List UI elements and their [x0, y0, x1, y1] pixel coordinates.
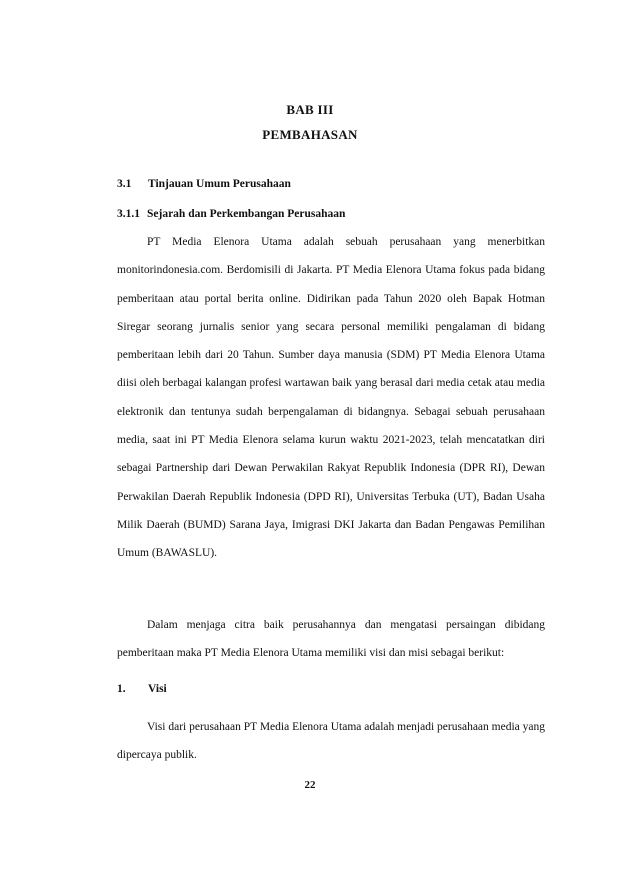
section-heading — [117, 178, 291, 190]
chapter-number: BAB III — [286, 102, 334, 117]
section-number: 3.1 — [117, 178, 132, 190]
list-item-title: Visi — [148, 683, 167, 695]
subsection-number: 3.1.1 — [117, 208, 140, 220]
section-title: Tinjauan Umum Perusahaan — [148, 178, 291, 190]
subsection-heading — [117, 208, 345, 220]
list-item-heading — [117, 683, 167, 695]
paragraph-vision: Visi dari perusahaan PT Media Elenora Utama adalah menjadi perusahaan media yang dipercaya publik. — [117, 721, 545, 762]
list-item-number: 1. — [117, 683, 126, 695]
subsection-title: Sejarah dan Perkembangan Perusahaan — [147, 208, 346, 220]
chapter-title: PEMBAHASAN — [262, 127, 358, 142]
page-number: 22 — [304, 779, 316, 791]
paragraph-vision-intro: Dalam menjaga citra baik perusahannya dan mengatasi persaingan dibidang pemberitaan maka PT Media Elenora Utama memiliki visi dan misi sebagai berikut: — [117, 619, 545, 660]
paragraph-history: PT Media Elenora Utama adalah sebuah perusahaan yang menerbitkan monitorindonesia.com. Berdomisili di Jakarta. PT Media Elenora Utama fokus pada bidang pemberitaan atau portal berita online. Didirikan pada Tahun 2020 oleh Bapak Hotman Siregar seorang jurnalis senior yang secara personal memiliki pengalaman di bidang pemberitaan lebih dari 20 Tahun. Sumber daya manusia (SDM) PT Media Elenora Utama diisi oleh berbagai kalangan profesi wartawan baik yang berasal dari media cetak atau media elektronik dan tentunya sudah berpengalaman di bidangnya. Sebagai sebuah perusahaan media, saat ini PT Media Elenora selama kurun waktu 2021-2023, telah mencatatkan diri sebagai Partnership dari Dewan Perwakilan Rakyat Republik Indonesia (DPR RI), Dewan Perwakilan Daerah Republik Indonesia (DPD RI), Universitas Terbuka (UT), Badan Usaha Milik Daerah (BUMD) Sarana Jaya, Imigrasi DKI Jakarta dan Badan Pengawas Pemilihan Umum (BAWASLU). — [117, 236, 545, 560]
